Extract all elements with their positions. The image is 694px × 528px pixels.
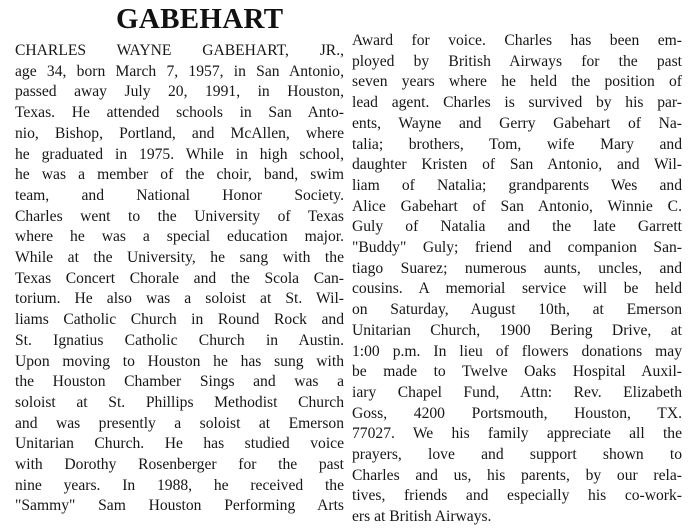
obituary-heading: GABEHART — [116, 3, 284, 35]
obituary-text-line: nine years. In 1988, he received the — [15, 476, 344, 494]
obituary-text-line: talia; brothers, Tom, wife Mary and — [352, 135, 682, 153]
obituary-left-column — [15, 41, 344, 517]
obituary-text-line: Upon moving to Houston he has sung with — [15, 352, 344, 370]
obituary-text-line: Unitarian Church. He has studied voice — [15, 435, 344, 453]
obituary-right-column — [352, 31, 682, 528]
obituary-text-line: 77027. We his family appreciate all the — [352, 425, 682, 443]
obituary-text-line: Texas Concert Chorale and the Scola Can- — [15, 269, 344, 287]
obituary-text-line: torium. He also was a soloist at St. Wil- — [15, 290, 344, 308]
obituary-text-line: daughter Kristen of San Antonio, and Wil- — [352, 156, 682, 174]
obituary-text-line: Award for voice. Charles has been em- — [352, 32, 682, 49]
obituary-text-line: soloist at St. Phillips Methodist Church — [15, 393, 344, 411]
obituary-text-line: prayers, love and support shown to — [352, 446, 682, 464]
obituary-text-line: Guly of Natalia and the late Garrett — [352, 218, 682, 236]
obituary-text-line: ents, Wayne and Gerry Gabehart of Na- — [352, 114, 682, 132]
obituary-text-line: with Dorothy Rosenberger for the past — [15, 456, 344, 474]
obituary-text-line: liams Catholic Church in Round Rock and — [15, 311, 344, 329]
obituary-text-line: Alice Gabehart of San Antonio, Winnie C. — [352, 197, 682, 215]
obituary-text-line: on Saturday, August 10th, at Emerson — [352, 301, 682, 319]
obituary-text-line: Charles and us, his parents, by our rela- — [352, 466, 682, 484]
obituary-text-line: St. Ignatius Catholic Church in Austin. — [15, 331, 344, 349]
obituary-text-line: tives, friends and especially his co-work- — [352, 487, 682, 505]
obituary-text-line: "Buddy" Guly; friend and companion San- — [352, 239, 682, 257]
obituary-text-line: liam of Natalia; grandparents Wes and — [352, 176, 682, 194]
obituary-text-line: seven years where he held the position of — [352, 73, 682, 91]
obituary-text-line: he was a member of the choir, band, swim — [15, 166, 344, 184]
obituary-text-line: While at the University, he sang with the — [15, 249, 344, 267]
obituary-text-line: Charles went to the University of Texas — [15, 207, 344, 225]
obituary-text-line: Goss, 4200 Portsmouth, Houston, TX. — [352, 404, 682, 422]
obituary-text-line: he graduated in 1975. While in high school, — [15, 145, 344, 163]
obituary-text-line: CHARLES WAYNE GABEHART, JR., — [15, 42, 344, 59]
obituary-text-line: "Sammy" Sam Houston Performing Arts — [15, 497, 344, 515]
obituary-text-line: where he was a special education major. — [15, 228, 344, 246]
obituary-text-line: ers at British Airways. — [352, 508, 492, 526]
obituary-text-line: 1:00 p.m. In lieu of flowers donations may — [352, 342, 682, 360]
obituary-text-line: ployed by British Airways for the past — [352, 52, 682, 70]
obituary-text-line: cousins. A memorial service will be held — [352, 280, 682, 298]
obituary-text-line: Unitarian Church, 1900 Bering Drive, at — [352, 321, 682, 339]
obituary-text-line: iary Chapel Fund, Attn: Rev. Elizabeth — [352, 383, 682, 401]
obituary-text-line: the Houston Chamber Sings and was a — [15, 373, 344, 391]
obituary-text-line: lead agent. Charles is survived by his par- — [352, 94, 682, 112]
obituary-text-line: tiago Suarez; numerous aunts, uncles, and — [352, 259, 682, 277]
obituary-text-line: and was presently a soloist at Emerson — [15, 414, 344, 432]
obituary-text-line: Texas. He attended schools in San Anto- — [15, 104, 344, 122]
obituary-text-line: nio, Bishop, Portland, and McAllen, where — [15, 124, 344, 142]
obituary-text-line: be made to Twelve Oaks Hospital Auxil- — [352, 363, 682, 381]
obituary-text-line: passed away July 20, 1991, in Houston, — [15, 83, 344, 101]
obituary-text-line: team, and National Honor Society. — [15, 186, 344, 204]
obituary-text-line: age 34, born March 7, 1957, in San Antonio, — [15, 62, 344, 80]
